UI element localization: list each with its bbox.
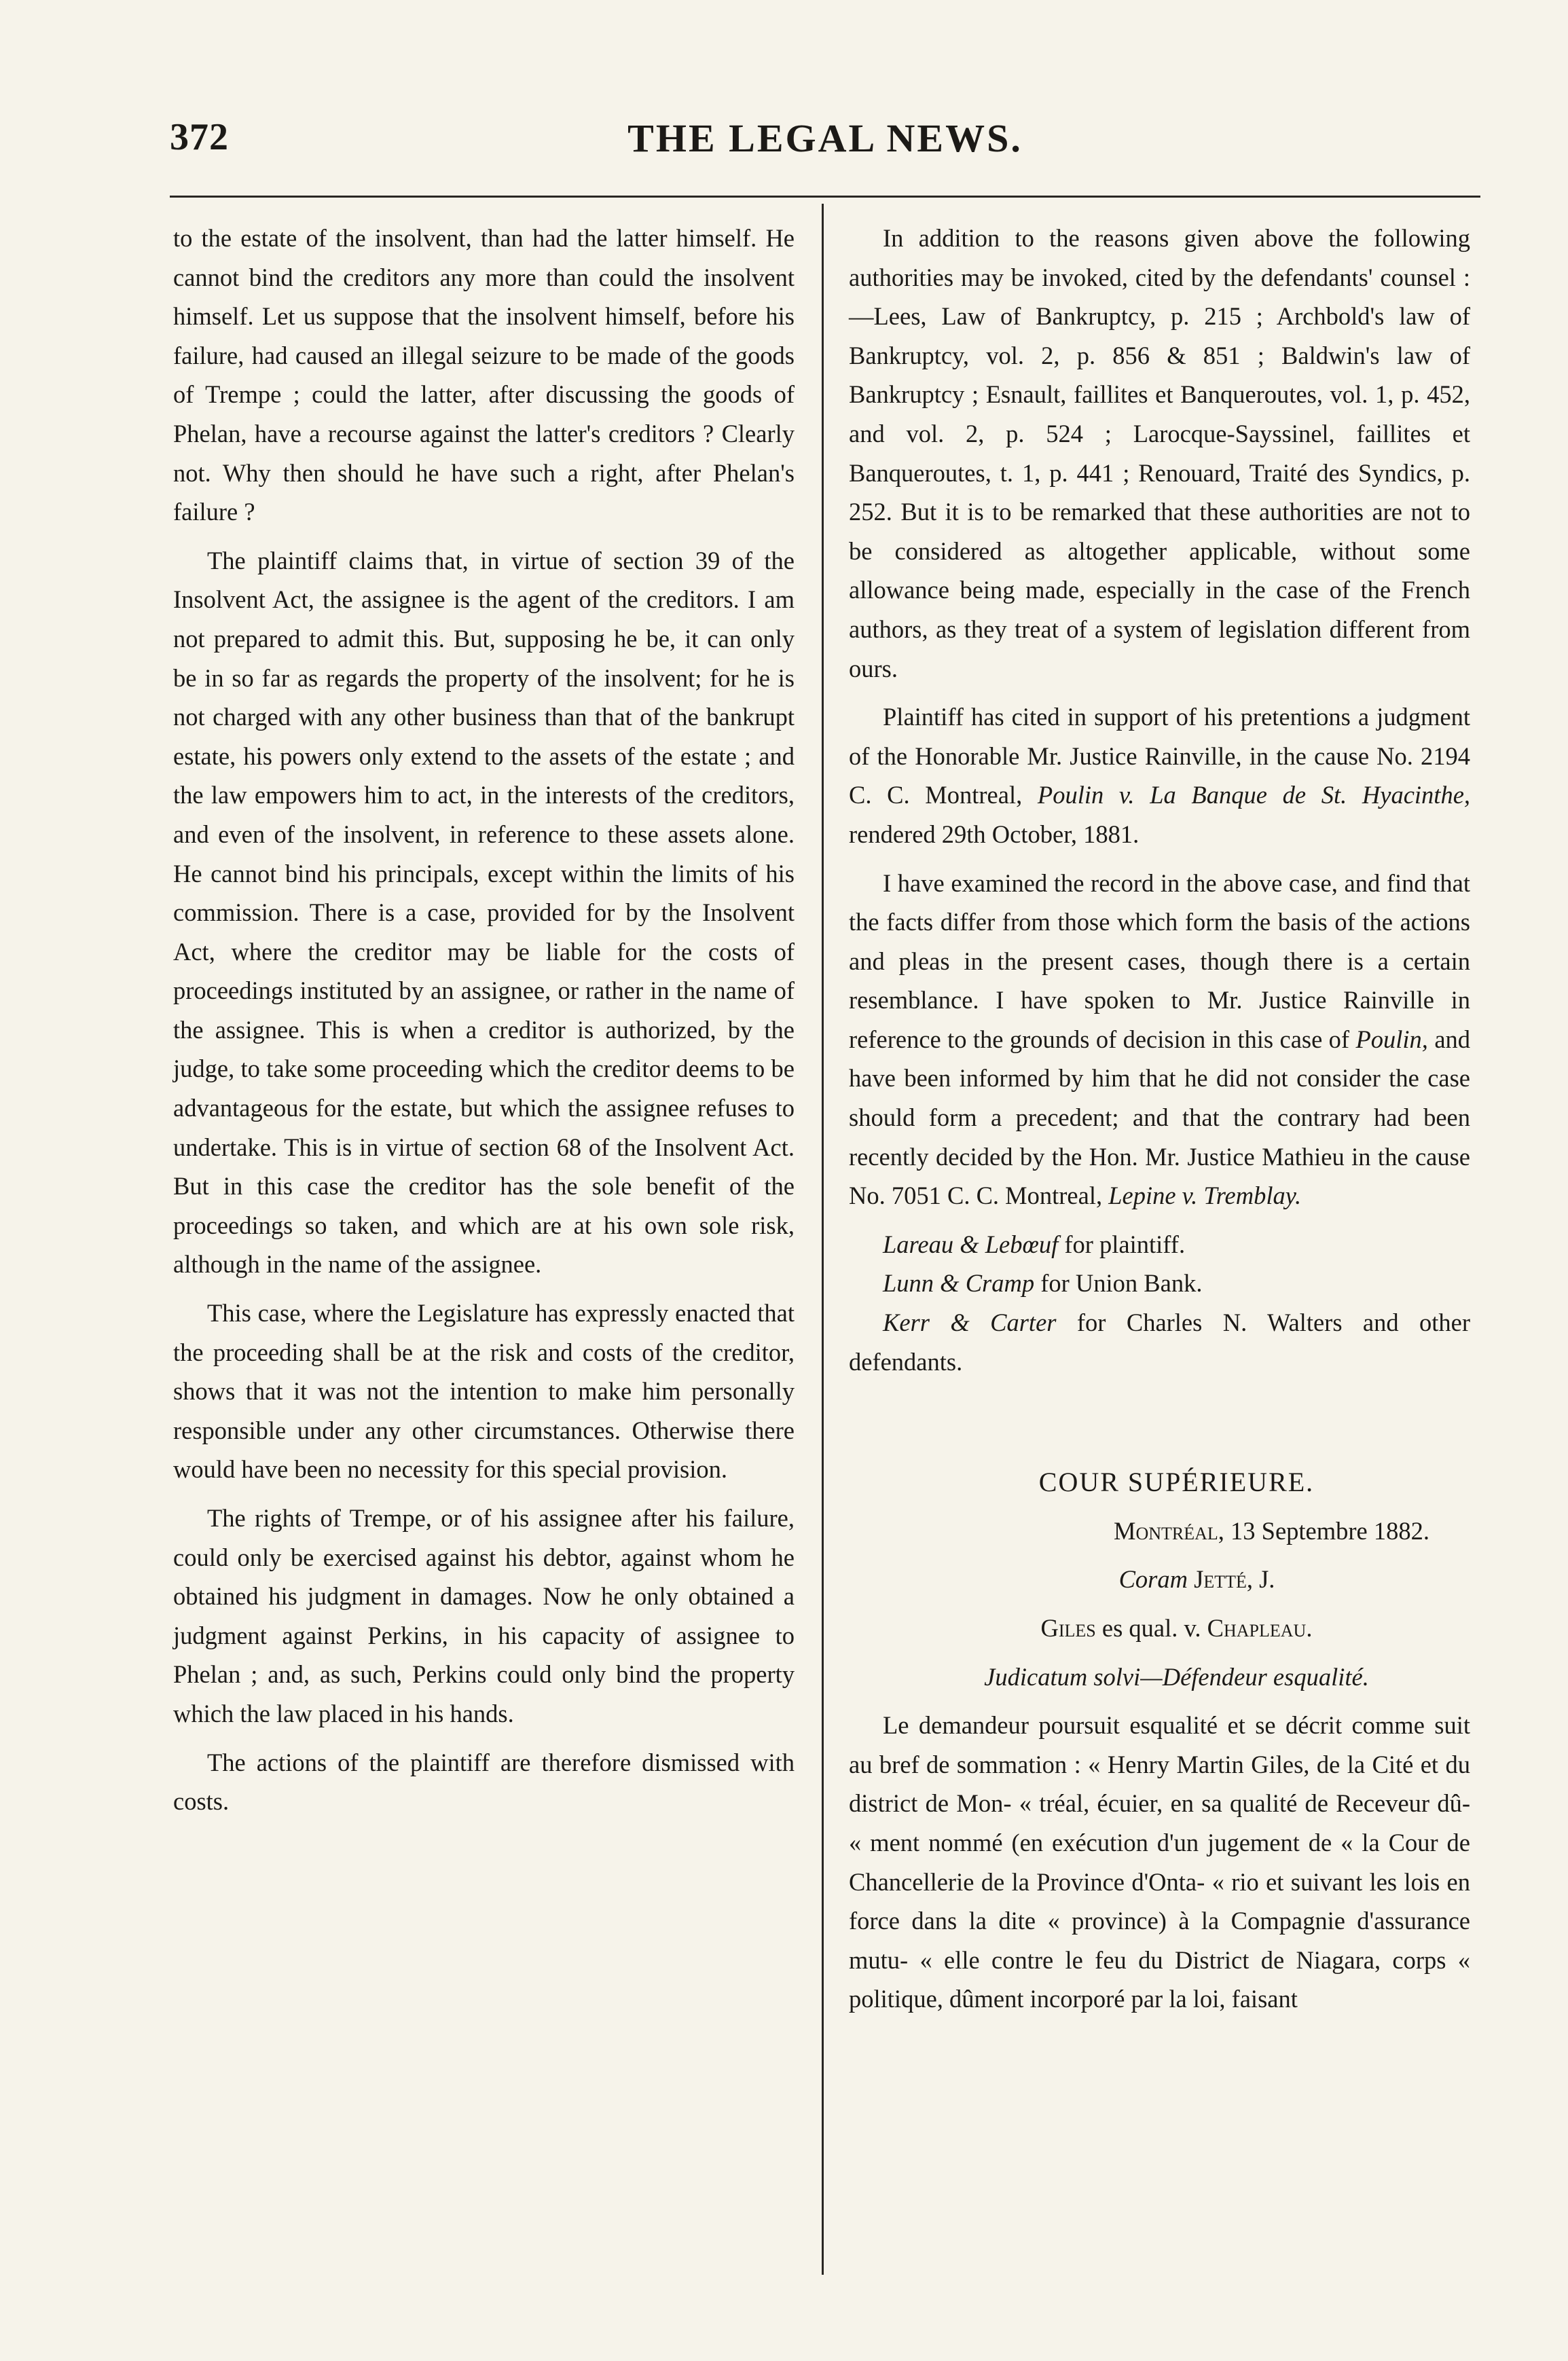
case-name: Poulin v. La Banque de St. Hyacinthe,: [1037, 781, 1471, 809]
case-name: Poulin,: [1355, 1025, 1428, 1053]
paragraph-text: I have examined the record in the above case, and find that the facts differ from those which form the basis of the actions and pleas in the present cases, though there is a certain resemblance. I have spoken to Mr. Justice Rainville in reference to the grounds of decision in this case of: [849, 868, 1470, 1053]
court-place: Montréal,: [1114, 1516, 1224, 1545]
counsel-role: for Union Bank.: [1040, 1269, 1203, 1298]
coram-judge: Jetté, J.: [1194, 1565, 1275, 1594]
counsel-line: [849, 1225, 1470, 1264]
right-column: [849, 219, 1470, 2028]
court-date: 13 Septembre 1882.: [1230, 1516, 1429, 1545]
page-number: 372: [170, 116, 229, 158]
page-header: [170, 115, 1480, 177]
paragraph: The plaintiff claims that, in virtue of section 39 of the Insolvent Act, the assignee is the agent of the creditors. I am not prepared to admit this. But, supposing he be, it can only be in so far as regards the property of the insolvent; for he is not charged with any other business than that of the bankrupt estate, his powers only extend to the assets of the estate ; and the law empowers him to act, in the interests of the creditors, and even of the insolvent, in reference to these assets alone. He cannot bind his principals, except within the limits of his commission. There is a case, provided for by the Insolvent Act, where the creditor may be liable for the costs of proceedings instituted by an assignee, or rather in the name of the assignee. This is when a creditor is authorized, by the judge, to take some proceeding which the creditor deems to be advantageous for the estate, but which the assignee refuses to undertake. This is in virtue of section 68 of the Insolvent Act. But in this case the creditor has the sole benefit of the proceedings so taken, and which are at his own sole risk, although in the name of the assignee.: [173, 546, 795, 1279]
coram-label: Coram: [1118, 1565, 1188, 1594]
paragraph: Le demandeur poursuit esqualité et se décrit comme suit au bref de sommation : « Henry Martin Giles, de la Cité et du district de Mon- « tréal, écuier, en sa qualité de Receveur dû- « ment nommé (en exécution d'un jugement de « la Cour de Chancellerie de la Province d'Onta- « rio et suivant les lois en force dans la dite « province) à la Compagnie d'assurance mutu- « elle contre le feu du District de Niagara, corps « politique, dûment incorporé par la loi, faisant: [849, 1711, 1470, 2013]
coram-line: [849, 1560, 1470, 1599]
plaintiff-name: Giles: [1040, 1614, 1096, 1642]
journal-title: THE LEGAL NEWS.: [627, 116, 1023, 160]
defendant-name: Chapleau.: [1207, 1614, 1313, 1642]
court-date-line: [849, 1512, 1470, 1551]
court-title: COUR SUPÉRIEURE.: [1038, 1467, 1315, 1498]
paragraph: to the estate of the insolvent, than had the latter himself. He cannot bind the creditors any more than could the insolvent himself. Let us suppose that the insolvent himself, before his failure, had caused an illegal seizure to be made of the goods of Trempe ; could the latter, after discussing the goods of Phelan, have a recourse against the latter's creditors ? Clearly not. Why then should he have such a right, after Phelan's failure ?: [173, 224, 795, 526]
counsel-names: Lareau & Lebœuf: [883, 1230, 1059, 1258]
counsel-line: [849, 1264, 1470, 1303]
paragraph: [849, 697, 1470, 854]
counsel-names: Lunn & Cramp: [883, 1269, 1035, 1298]
column-divider: [822, 204, 824, 2275]
counsel-names: Kerr & Carter: [883, 1308, 1057, 1337]
paragraph: This case, where the Legislature has expressly enacted that the proceeding shall be at the risk and costs of the creditor, shows that it was not the intention to make him personally responsible under any other circumstances. Otherwise there would have been no necessity for this special provision.: [173, 1299, 795, 1484]
paragraph: [849, 864, 1470, 1215]
header-rule: [170, 196, 1480, 198]
paragraph: In addition to the reasons given above the following authorities may be invoked, cited by the defendants' counsel :—Lees, Law of Bankruptcy, p. 215 ; Archbold's law of Bankruptcy, vol. 2, p. 856 & 851 ; Baldwin's law of Bankruptcy ; Esnault, faillites et Banqueroutes, vol. 1, p. 452, and vol. 2, p. 524 ; Larocque-Sayssinel, faillites et Banqueroutes, t. 1, p. 441 ; Renouard, Traité des Syndics, p. 252. But it is to be remarked that these authorities are not to be considered as altogether applicable, without some allowance being made, especially in the case of the French authors, as they treat of a system of legislation different from ours.: [849, 224, 1470, 682]
parties-line: [849, 1609, 1470, 1648]
parties-mid: es qual. v.: [1101, 1614, 1201, 1642]
case-name: Lepine v. Tremblay.: [1108, 1182, 1302, 1210]
case-subject: Judicatum solvi—Défendeur esqualité.: [984, 1662, 1369, 1691]
paragraph-text: Plaintiff has cited in support of his pretentions a judgment of the Honorable Mr. Justice Rainville, in the cause No. 2194 C. C. Montreal,: [849, 703, 1470, 809]
paragraph: The rights of Trempe, or of his assignee after his failure, could only be exercised against his debtor, against whom he obtained his judgment in damages. Now he only obtained a judgment against Perkins, in his capacity of assignee to Phelan ; and, as such, Perkins could only bind the property which the law placed in his hands.: [173, 1504, 795, 1727]
counsel-line: [849, 1303, 1470, 1381]
court-heading-block: [849, 1463, 1470, 1696]
counsel-role: for plaintiff.: [1064, 1230, 1186, 1258]
paragraph: The actions of the plaintiff are therefore dismissed with costs.: [173, 1748, 795, 1816]
paragraph-text: rendered 29th October, 1881.: [849, 820, 1139, 848]
counsel-role: for Charles N. Walters and other defendants.: [849, 1308, 1470, 1376]
paragraph-text: and have been informed by him that he did not consider the case should form a precedent; and that the contrary had been recently decided by the Hon. Mr. Justice Mathieu in the cause No. 7051 C. C. Montreal,: [849, 1025, 1471, 1210]
left-column: [173, 219, 795, 1831]
